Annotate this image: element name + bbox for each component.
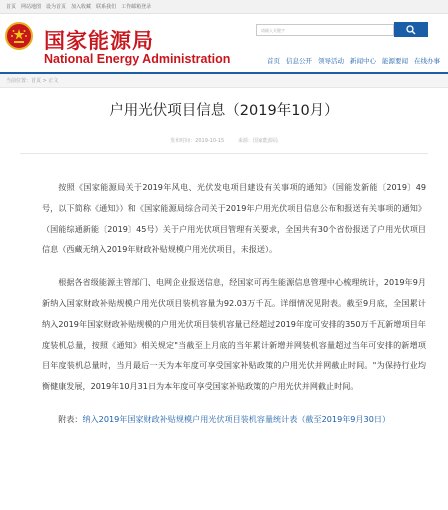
search-icon — [406, 25, 416, 35]
nav-home[interactable]: 首页 — [267, 57, 280, 65]
top-link-favorites[interactable]: 加入收藏 — [71, 4, 92, 10]
publish-date: 发布时间：2019-10-15 — [170, 138, 225, 144]
article-meta — [0, 137, 448, 147]
site-header — [0, 14, 448, 72]
site-logo-chinese[interactable]: 国家能源局 — [44, 29, 154, 53]
nav-online-services[interactable]: 在线办事 — [414, 57, 440, 65]
top-bar — [0, 0, 448, 14]
attachment-link[interactable]: 纳入2019年国家财政补贴规模户用光伏项目装机容量统计表（截至2019年9月30日） — [82, 413, 391, 424]
article-paragraph: 根据各省级能源主管部门、电网企业报送信息，经国家可再生能源信息管理中心梳理统计，2019年9月新纳入国家财政补贴规模户用光伏项目装机容量为92.03万千瓦。详细情况见附表。截至9月底，全国累计纳入2019年国家财政补贴规模的户用光伏项目装机容量已经超过2019年度可安排的350万千瓦新增项目年度装机总量，按照《通知》相关规定"当截至上月底的当年累计新增并网装机容量超过当年可安排的新增项目年度装机总量时，当月最后一天为本年度可享受国家补贴政策的户用光伏并网截止时间。"为保持行业均衡健康发展，2019年10月31日为本年度可享受国家补贴政策的户用光伏并网截止时间。 — [42, 277, 426, 392]
national-emblem-icon — [5, 22, 33, 50]
top-link-set-homepage[interactable]: 设为首页 — [46, 4, 67, 10]
article-source: 来源：国家能源局 — [237, 138, 278, 144]
search-button[interactable] — [394, 22, 428, 37]
nav-energy-news[interactable]: 能源要闻 — [382, 57, 408, 65]
page-title: 户用光伏项目信息（2019年10月） — [109, 103, 339, 119]
top-link-email-login[interactable]: 工作邮箱登录 — [121, 4, 152, 10]
article-paragraph: 按照《国家能源局关于2019年风电、光伏发电项目建设有关事项的通知》（国能发新能〔2019〕49号，以下简称《通知》）和《国家能源局综合司关于2019年户用光伏项目信息公布和报送有关事项的通知》（国能综通新能〔2019〕45号）关于户用光伏项目管理有关要求，全国共有30个省份报送了户用光伏项目信息（西藏无纳入2019年财政补贴规模户用光伏项目，未报送）。 — [42, 182, 426, 255]
attachment-prefix: 附表： — [58, 413, 83, 424]
attachment-line — [42, 409, 426, 430]
nav-news-center[interactable]: 新闻中心 — [350, 57, 376, 65]
nav-info-disclosure[interactable]: 信息公开 — [286, 57, 312, 65]
article-body — [0, 177, 448, 430]
search-input[interactable]: 请输入关键字 — [256, 24, 394, 36]
nav-leadership[interactable]: 领导活动 — [318, 57, 344, 65]
site-logo-english[interactable]: National Energy Administration — [44, 52, 231, 66]
meta-divider — [20, 153, 428, 154]
top-link-home[interactable]: 首页 — [6, 4, 17, 10]
top-link-sitemap[interactable]: 网站地图 — [21, 4, 42, 10]
breadcrumb[interactable]: 当前位置：首页 > 正文 — [0, 74, 448, 88]
main-nav — [261, 56, 440, 65]
top-link-contact[interactable]: 联系我们 — [96, 4, 117, 10]
